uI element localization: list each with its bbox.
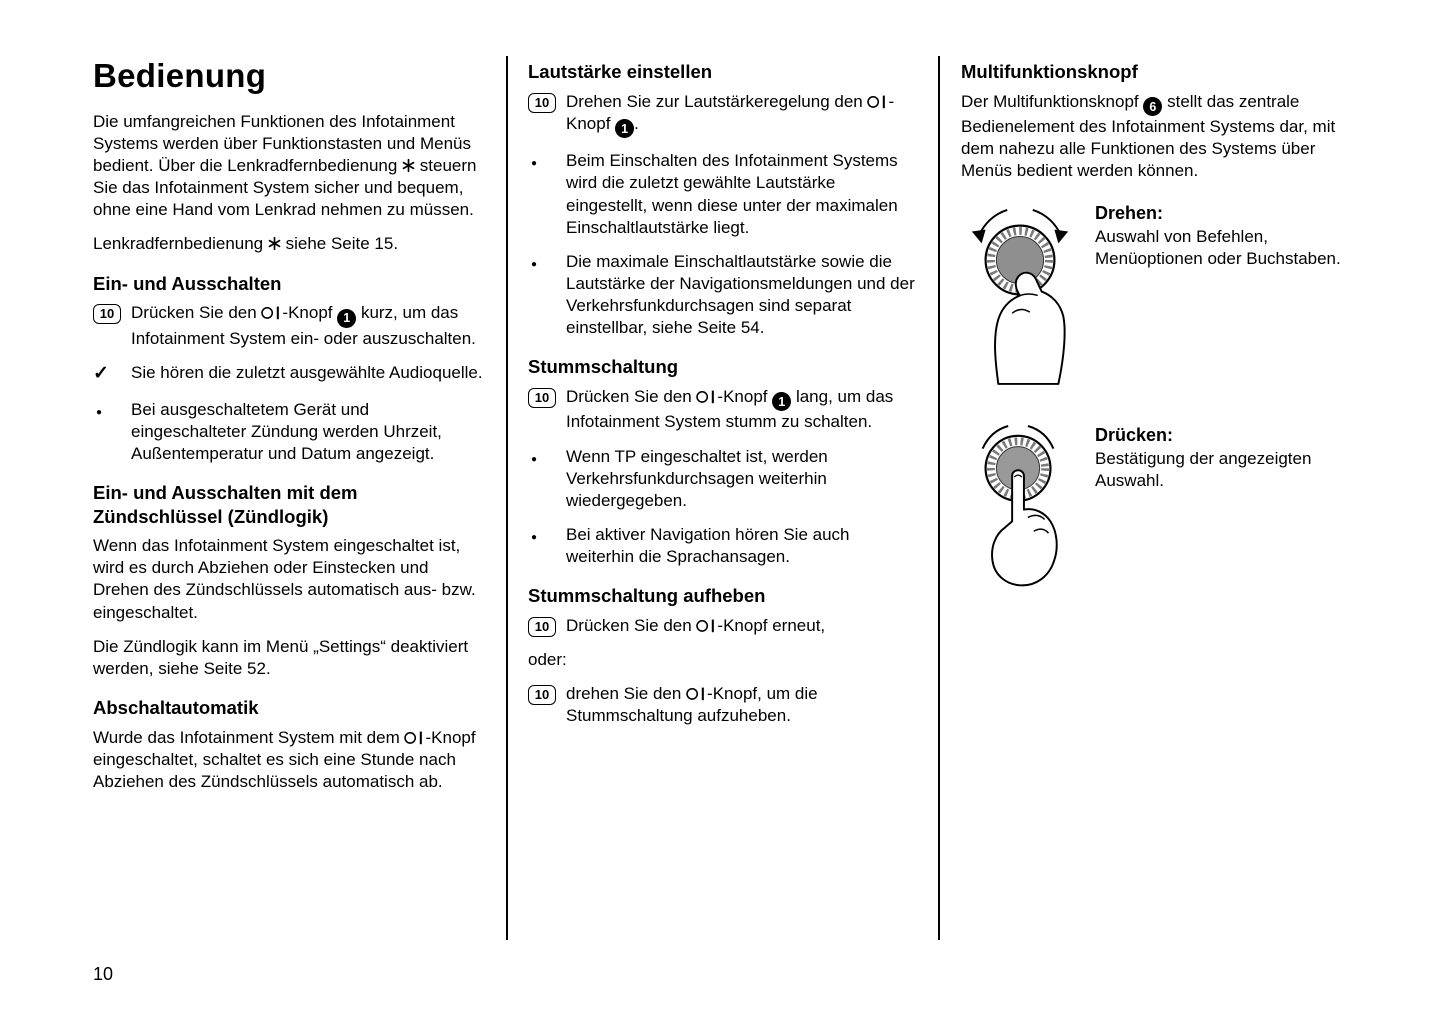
ref-10-icon: 10 (93, 304, 121, 324)
list-gutter (528, 615, 566, 637)
column-volume-mute (528, 57, 918, 739)
check-icon: ✓ (93, 362, 109, 384)
paragraph: Die Zündlogik kann im Menü „Settings“ deaktiviert werden, siehe Seite 52. (93, 636, 469, 678)
bullet-icon: ● (531, 531, 538, 543)
list-item-text: Bei ausgeschaltetem Gerät und eingeschalteter Zündung werden Uhrzeit, Außentemperatur und Datum angezeigt. (131, 399, 442, 463)
page-title: Bedienung (93, 57, 267, 94)
list-gutter (528, 251, 566, 273)
intro-paragraph: Die umfangreichen Funktionen des Infotainment Systems werden über Funktionstasten und Menüs bedient. Über die Lenkradfernbedienung steuern Sie das Infotainment System sicher und bequem, ohne eine Hand vom Lenkrad nehmen zu müssen. (93, 112, 477, 220)
list-gutter (93, 399, 131, 421)
page-number: 10 (93, 964, 114, 984)
list-item-text: Drehen Sie zur Lautstärkeregelung den -Knopf 1 . (566, 91, 918, 139)
bullet-icon: ● (531, 453, 538, 465)
section-heading-auto-off: Abschaltautomatik (93, 696, 259, 718)
figure-description: Auswahl von Befehlen, Menüoptionen oder Buchstaben. (1095, 226, 1341, 268)
column-multifunction-knob (961, 57, 1353, 613)
list-item (528, 150, 918, 238)
power-knob-icon (686, 684, 707, 703)
section-heading-unmute: Stummschaltung aufheben (528, 585, 766, 606)
list-item-text: Bei aktiver Navigation hören Sie auch weiterhin die Sprachansagen. (566, 524, 850, 566)
bullet-icon: ● (531, 158, 538, 170)
ref-10-icon: 10 (528, 617, 556, 637)
list-gutter (528, 91, 566, 113)
hand-rotating-knob-illustration (961, 199, 1079, 391)
ref-10-icon: 10 (528, 388, 556, 408)
list-item (528, 524, 918, 568)
column-divider-right (938, 56, 940, 940)
list-gutter (528, 150, 566, 172)
figure-description: Bestätigung der angezeigten Auswahl. (1095, 448, 1312, 490)
list-gutter (528, 386, 566, 408)
figure-caption (1095, 199, 1353, 391)
list-item (528, 446, 918, 512)
list-item (93, 399, 485, 465)
list-item (528, 251, 918, 339)
list-gutter (528, 446, 566, 468)
figure-label: Drücken: (1095, 424, 1174, 445)
section-heading-multifunction: Multifunktionsknopf (961, 61, 1138, 82)
paragraph: Der Multifunktionsknopf 6 stellt das zentrale Bedienelement des Infotainment Systems dar, mit dem nahezu alle Funktionen des Systems über Menüs bedient werden können. (961, 91, 1336, 181)
press-knob-figure (961, 421, 1353, 613)
list-item-text: Drücken Sie den -Knopf 1 kurz, um das Infotainment System ein- oder auszuschalten. (131, 303, 476, 348)
list-item (528, 386, 918, 434)
power-knob-icon (404, 728, 425, 747)
list-item-text: Drücken Sie den -Knopf 1 lang, um das Infotainment System stumm zu schalten. (566, 386, 894, 432)
ref-10-icon: 10 (528, 93, 556, 113)
list-gutter (93, 302, 131, 324)
list-gutter (93, 362, 131, 387)
paragraph: Wenn das Infotainment System eingeschaltet ist, wird es durch Abziehen oder Einstecken und Drehen des Zündschlüssels automatisch aus- bzw. eingeschaltet. (93, 536, 476, 622)
power-knob-icon (696, 387, 717, 406)
list-item-text: Wenn TP eingeschaltet ist, werden Verkehrsfunkdurchsagen weiterhin wiedergegeben. (566, 446, 828, 510)
list-item (528, 91, 918, 139)
list-item (93, 302, 485, 350)
section-heading-volume: Lautstärke einstellen (528, 61, 713, 82)
list-item (93, 362, 485, 387)
list-gutter (528, 683, 566, 705)
paragraph: Wurde das Infotainment System mit dem -Knopf eingeschaltet, schaltet es sich eine Stunde nach Abziehen des Zündschlüssels automatisch ab. (93, 727, 476, 791)
list-item-text: Die maximale Einschaltlautstärke sowie die Lautstärke der Navigationsmeldungen und der Verkehrsfunkdurchsagen sind separat einstellbar, siehe Seite 54. (566, 251, 915, 338)
bullet-icon: ● (531, 258, 538, 270)
ref-1-badge-icon: 1 (772, 392, 791, 411)
power-knob-icon (696, 616, 717, 635)
hand-pressing-knob-illustration (961, 421, 1079, 613)
ref-1-badge-icon: 1 (615, 119, 634, 138)
option-asterisk-icon (268, 234, 281, 253)
list-item (528, 615, 918, 637)
section-heading-mute: Stummschaltung (528, 356, 679, 378)
list-item (528, 683, 918, 727)
figure-label: Drehen: (1095, 202, 1164, 223)
power-knob-icon (867, 92, 888, 111)
bullet-icon: ● (96, 406, 103, 418)
list-gutter (528, 524, 566, 546)
or-text: oder: (528, 649, 567, 669)
list-item-text: Beim Einschalten des Infotainment Systems wird die zuletzt gewählte Lautstärke eingestellt, wenn diese unter der maximalen Einschaltlautstärke liegt. (566, 151, 898, 237)
section-heading-onoff: Ein- und Ausschalten (93, 272, 282, 294)
column-divider-left (506, 56, 508, 940)
ref-6-badge-icon: 6 (1143, 97, 1162, 116)
remote-note-paragraph: Lenkradfernbedienung siehe Seite 15. (93, 234, 399, 254)
column-operation (93, 57, 485, 805)
list-item-text: drehen Sie den -Knopf, um die Stummschaltung aufzuheben. (566, 683, 818, 725)
list-item-text: Drücken Sie den -Knopf erneut, (566, 615, 826, 635)
ref-10-icon: 10 (528, 685, 556, 705)
option-asterisk-icon (402, 156, 415, 175)
ref-1-badge-icon: 1 (337, 309, 356, 328)
rotate-knob-figure (961, 199, 1353, 391)
list-item-text: Sie hören die zuletzt ausgewählte Audioquelle. (131, 362, 483, 382)
figure-caption (1095, 421, 1353, 613)
power-knob-icon (261, 303, 282, 322)
section-heading-ignition-logic: Ein- und Ausschalten mit dem Zündschlüssel (Zündlogik) (93, 481, 358, 527)
